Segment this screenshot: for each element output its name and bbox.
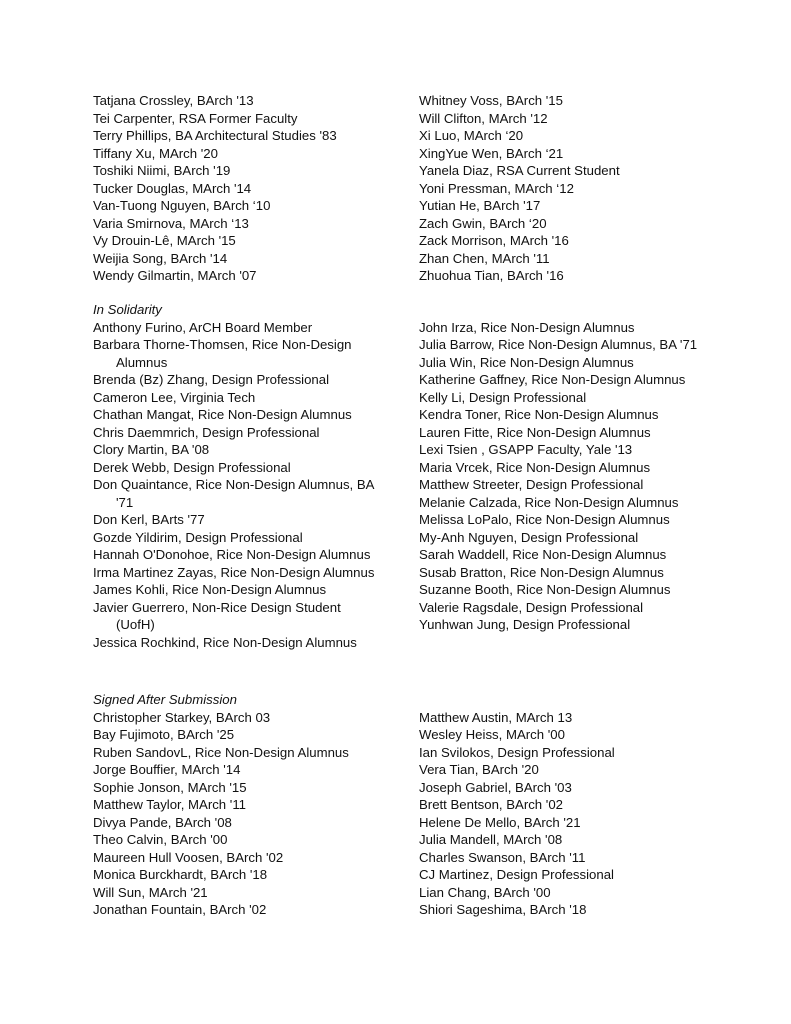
- signatory-name: Yunhwan Jung, Design Professional: [419, 617, 631, 632]
- signatory-name: My-Anh Nguyen, Design Professional: [419, 529, 639, 545]
- signatory-name: Zach Gwin, BArch ‘20: [419, 215, 547, 231]
- signatory-name: Ruben SandovL, Rice Non-Design Alumnus: [93, 744, 349, 760]
- signatory-name: Varia Smirnova, MArch ‘13: [93, 215, 249, 231]
- signatory-name: Cameron Lee, Virginia Tech: [93, 389, 256, 405]
- signatory-name: Suzanne Booth, Rice Non-Design Alumnus: [419, 582, 671, 597]
- signatory-name: Lauren Fitte, Rice Non-Design Alumnus: [419, 424, 651, 440]
- signatory-name: Don Kerl, BArts '77: [93, 512, 205, 527]
- section-heading: Signed After Submission: [93, 692, 237, 707]
- signatory-name: Jorge Bouffier, MArch '14: [93, 762, 241, 777]
- signatory-name: Terry Phillips, BA Architectural Studies '83: [93, 128, 337, 143]
- left-column: [93, 92, 393, 285]
- signatory-name: Zhuohua Tian, BArch '16: [419, 268, 564, 283]
- signatory-name: Whitney Voss, BArch '15: [419, 93, 563, 108]
- right-column: [419, 709, 719, 919]
- signatory-name: Shiori Sageshima, BArch '18: [419, 902, 587, 917]
- signatory-name: Monica Burckhardt, BArch '18: [93, 867, 268, 882]
- in-solidarity-section: [93, 301, 733, 652]
- signatory-name: Sarah Waddell, Rice Non-Design Alumnus: [419, 547, 667, 562]
- signatory-name: Melissa LoPalo, Rice Non-Design Alumnus: [419, 512, 670, 527]
- signatory-name: Clory Martin, BA '08: [93, 442, 210, 457]
- signatory-name: Divya Pande, BArch '08: [93, 814, 232, 830]
- signatory-name: Julia Win, Rice Non-Design Alumnus: [419, 354, 634, 370]
- signatory-name: Van-Tuong Nguyen, BArch ‘10: [93, 198, 271, 213]
- signatory-name: Yutian He, BArch '17: [419, 198, 541, 213]
- signatory-name: Theo Calvin, BArch '00: [93, 832, 228, 847]
- signatory-name: Wendy Gilmartin, MArch '07: [93, 268, 257, 283]
- signatory-name: Charles Swanson, BArch '11: [419, 849, 586, 865]
- signatory-name: Weijia Song, BArch '14: [93, 250, 228, 266]
- signatory-name: XingYue Wen, BArch ‘21: [419, 145, 564, 161]
- signatory-name: Lian Chang, BArch '00: [419, 884, 551, 900]
- signatory-name: Tiffany Xu, MArch '20: [93, 145, 218, 161]
- signatory-name: Matthew Austin, MArch 13: [419, 709, 573, 725]
- signatory-name: Brett Bentson, BArch '02: [419, 797, 563, 812]
- signatory-name: John Irza, Rice Non-Design Alumnus: [419, 319, 635, 335]
- signatory-name: Maureen Hull Voosen, BArch '02: [93, 849, 284, 865]
- signatory-name: Zack Morrison, MArch '16: [419, 233, 569, 248]
- signatory-name: Christopher Starkey, BArch 03: [93, 709, 271, 725]
- signatory-name: Chris Daemmrich, Design Professional: [93, 424, 320, 440]
- signatory-name: Don Quaintance, Rice Non-Design Alumnus, BA: [93, 477, 375, 492]
- signatory-name: Matthew Taylor, MArch '11: [93, 797, 247, 812]
- signatory-name: Barbara Thorne-Thomsen, Rice Non-Design: [93, 337, 352, 352]
- signatory-name: Xi Luo, MArch ‘20: [419, 128, 524, 143]
- signatory-name: Yanela Diaz, RSA Current Student: [419, 163, 620, 178]
- signatory-line-continuation: Alumnus: [116, 354, 168, 370]
- signatory-name: Will Sun, MArch '21: [93, 884, 208, 900]
- signatories-section-1: [93, 92, 733, 285]
- name-columns: [93, 319, 733, 652]
- signatory-name: Lexi Tsien , GSAPP Faculty, Yale '13: [419, 442, 633, 457]
- signatory-name: Katherine Gaffney, Rice Non-Design Alumnus: [419, 372, 686, 387]
- signatory-name: Melanie Calzada, Rice Non-Design Alumnus: [419, 494, 679, 510]
- right-column: [419, 319, 719, 634]
- signatory-name: Kendra Toner, Rice Non-Design Alumnus: [419, 407, 659, 422]
- signatory-name: Sophie Jonson, MArch '15: [93, 779, 247, 795]
- signatory-name: Matthew Streeter, Design Professional: [419, 477, 644, 492]
- signatory-name: Helene De Mello, BArch '21: [419, 814, 581, 830]
- signatory-name: Vy Drouin-Lê, MArch '15: [93, 233, 236, 248]
- signatory-name: Tatjana Crossley, BArch '13: [93, 93, 254, 108]
- signatory-name: Julia Barrow, Rice Non-Design Alumnus, BA '71: [419, 337, 698, 352]
- signatory-line-continuation: '71: [116, 494, 134, 510]
- left-column: [93, 319, 393, 652]
- signatory-name: Tei Carpenter, RSA Former Faculty: [93, 110, 298, 126]
- name-columns: [93, 92, 733, 285]
- signatory-name: Wesley Heiss, MArch '00: [419, 727, 565, 742]
- signatory-name: Joseph Gabriel, BArch '03: [419, 779, 572, 795]
- signatory-name: Irma Martinez Zayas, Rice Non-Design Alumnus: [93, 564, 375, 580]
- left-column: [93, 709, 393, 919]
- right-column: [419, 92, 719, 285]
- signatory-name: Julia Mandell, MArch '08: [419, 832, 563, 847]
- signatory-name: Jessica Rochkind, Rice Non-Design Alumnus: [93, 634, 357, 650]
- signatory-name: Zhan Chen, MArch '11: [419, 250, 550, 266]
- signatory-name: James Kohli, Rice Non-Design Alumnus: [93, 582, 327, 597]
- signatory-name: Brenda (Bz) Zhang, Design Professional: [93, 372, 330, 387]
- signatory-name: Derek Webb, Design Professional: [93, 459, 291, 475]
- signatory-name: Tucker Douglas, MArch '14: [93, 180, 252, 196]
- signatory-name: Anthony Furino, ArCH Board Member: [93, 319, 313, 335]
- signatory-name: Kelly Li, Design Professional: [419, 389, 587, 405]
- section-heading: In Solidarity: [93, 302, 162, 317]
- signatory-name: Gozde Yildirim, Design Professional: [93, 529, 303, 545]
- signatory-name: Susab Bratton, Rice Non-Design Alumnus: [419, 564, 664, 580]
- signatory-name: Toshiki Niimi, BArch '19: [93, 163, 231, 178]
- signatory-name: Will Clifton, MArch '12: [419, 110, 548, 126]
- signatory-name: Hannah O'Donohoe, Rice Non-Design Alumnus: [93, 547, 371, 562]
- signatory-name: Maria Vrcek, Rice Non-Design Alumnus: [419, 459, 651, 475]
- signatory-name: Bay Fujimoto, BArch '25: [93, 727, 235, 742]
- signatory-name: CJ Martinez, Design Professional: [419, 867, 614, 882]
- signatory-name: Chathan Mangat, Rice Non-Design Alumnus: [93, 407, 352, 422]
- signatory-name: Ian Svilokos, Design Professional: [419, 744, 615, 760]
- name-columns: [93, 709, 733, 919]
- signatory-name: Javier Guerrero, Non-Rice Design Student: [93, 599, 341, 615]
- signatory-line-continuation: (UofH): [116, 617, 155, 632]
- signatory-name: Vera Tian, BArch '20: [419, 762, 539, 777]
- signatory-name: Valerie Ragsdale, Design Professional: [419, 599, 644, 615]
- signed-after-submission-section: [93, 691, 733, 919]
- signatory-name: Yoni Pressman, MArch ‘12: [419, 180, 574, 196]
- signatory-name: Jonathan Fountain, BArch '02: [93, 902, 267, 917]
